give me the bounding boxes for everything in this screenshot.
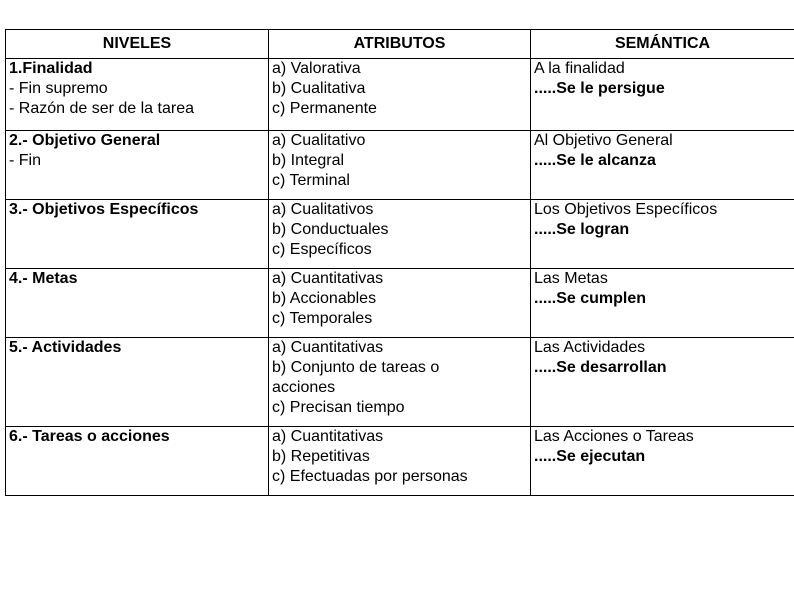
attribute-item: a) Valorativa — [272, 60, 361, 77]
table-row — [6, 59, 794, 131]
semantics-intro: Los Objetivos Específicos — [534, 201, 718, 218]
level-title: 1.Finalidad — [9, 60, 93, 77]
table-row — [6, 269, 794, 338]
table-header — [6, 30, 794, 59]
semantics-intro: Las Acciones o Tareas — [534, 428, 694, 445]
header-semantica: SEMÁNTICA — [531, 30, 794, 59]
levels-table — [5, 29, 794, 496]
semantics-action: .....Se desarrollan — [534, 359, 667, 376]
attributes-cell — [269, 200, 531, 269]
attribute-item: b) Accionables — [272, 290, 377, 307]
table-row — [6, 131, 794, 200]
semantics-action: .....Se le persigue — [534, 80, 665, 97]
table-body — [6, 59, 794, 496]
semantics-cell — [531, 269, 794, 338]
attribute-item: b) Integral — [272, 152, 345, 169]
level-cell — [6, 338, 269, 427]
semantics-intro: Las Metas — [534, 270, 608, 287]
level-cell — [6, 269, 269, 338]
attribute-item: acciones — [272, 379, 336, 396]
level-title: 2.- Objetivo General — [9, 132, 161, 149]
level-cell — [6, 59, 269, 131]
attributes-cell — [269, 269, 531, 338]
semantics-cell — [531, 59, 794, 131]
attribute-item: c) Permanente — [272, 100, 377, 117]
attribute-item: b) Conductuales — [272, 221, 389, 238]
attribute-item: b) Repetitivas — [272, 448, 370, 465]
attribute-item: c) Específicos — [272, 241, 372, 258]
attributes-cell — [269, 338, 531, 427]
level-cell — [6, 200, 269, 269]
semantics-intro: Las Actividades — [534, 339, 646, 356]
attributes-cell — [269, 59, 531, 131]
attribute-item: a) Cualitativos — [272, 201, 374, 218]
semantics-action: .....Se cumplen — [534, 290, 647, 307]
attribute-item: c) Precisan tiempo — [272, 399, 405, 416]
semantics-intro: A la finalidad — [534, 60, 625, 77]
level-title: 6.- Tareas o acciones — [9, 428, 170, 445]
level-subtitle: - Razón de ser de la tarea — [9, 100, 194, 117]
attribute-item: b) Cualitativa — [272, 80, 366, 97]
semantics-cell — [531, 427, 794, 496]
table-row — [6, 200, 794, 269]
header-niveles: NIVELES — [6, 30, 269, 59]
semantics-action: .....Se ejecutan — [534, 448, 646, 465]
attribute-item: b) Conjunto de tareas o — [272, 359, 440, 376]
semantics-action: .....Se logran — [534, 221, 630, 238]
attribute-item: c) Terminal — [272, 172, 350, 189]
attributes-cell — [269, 131, 531, 200]
semantics-cell — [531, 338, 794, 427]
attribute-item: c) Efectuadas por personas — [272, 468, 468, 485]
level-title: 4.- Metas — [9, 270, 78, 287]
level-cell — [6, 131, 269, 200]
level-subtitle: - Fin supremo — [9, 80, 108, 97]
level-title: 3.- Objetivos Específicos — [9, 201, 199, 218]
semantics-cell — [531, 131, 794, 200]
level-subtitle: - Fin — [9, 152, 41, 169]
attribute-item: a) Cuantitativas — [272, 428, 384, 445]
header-row — [6, 30, 794, 59]
semantics-action: .....Se le alcanza — [534, 152, 656, 169]
attribute-item: a) Cuantitativas — [272, 339, 384, 356]
attributes-cell — [269, 427, 531, 496]
attribute-item: a) Cualitativo — [272, 132, 366, 149]
attribute-item: c) Temporales — [272, 310, 373, 327]
table-row — [6, 427, 794, 496]
table-row — [6, 338, 794, 427]
level-title: 5.- Actividades — [9, 339, 122, 356]
attribute-item: a) Cuantitativas — [272, 270, 384, 287]
semantics-cell — [531, 200, 794, 269]
level-cell — [6, 427, 269, 496]
header-atributos: ATRIBUTOS — [269, 30, 531, 59]
semantics-intro: Al Objetivo General — [534, 132, 673, 149]
